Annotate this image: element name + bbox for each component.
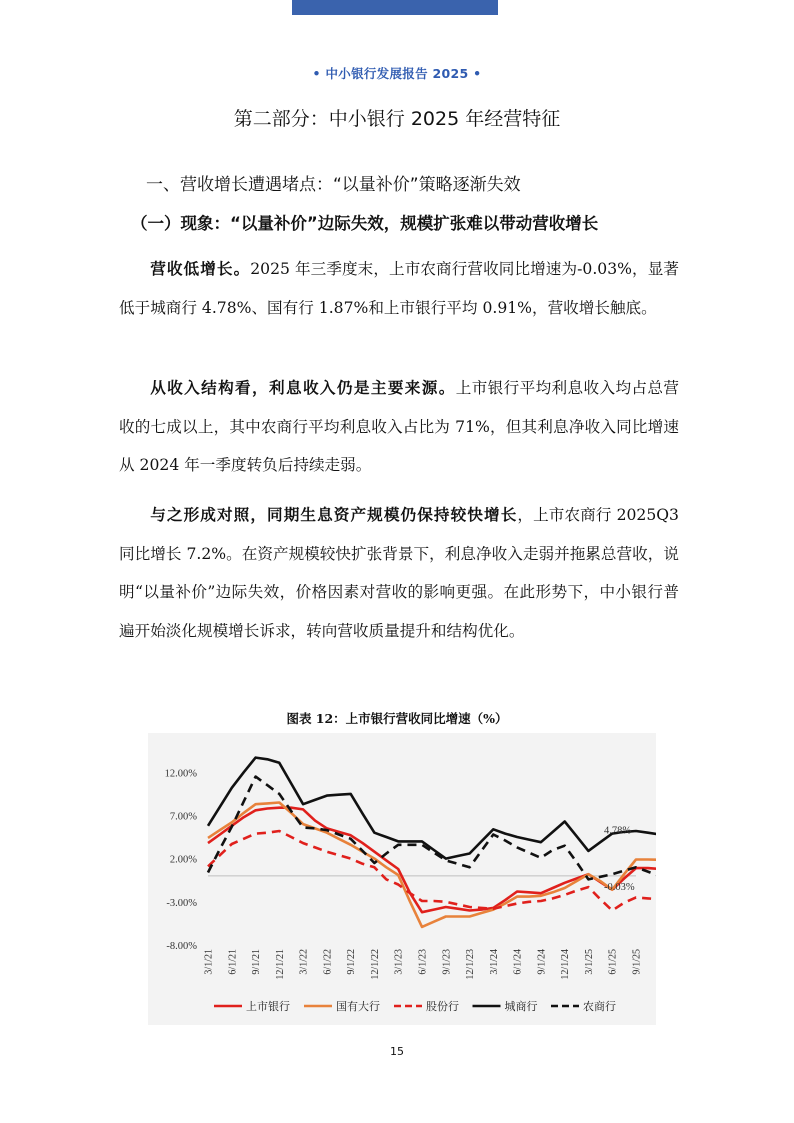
- x-tick-label: 6/1/23: [417, 949, 429, 975]
- x-tick-label: 12/1/21: [274, 949, 286, 980]
- x-tick-label: 9/1/24: [536, 949, 548, 975]
- chart-svg: [148, 733, 656, 1025]
- paragraph-2-lead: 从收入结构看，利息收入仍是主要来源。: [150, 378, 456, 397]
- series-line-国有大行: [208, 803, 656, 927]
- paragraph-1-text: 2025 年三季度末，上市农商行营收同比增速为-0.03%，显著低于城商行 4.78%、国有行 1.87%和上市银行平均 0.91%，营收增长触底。: [119, 260, 679, 317]
- x-tick-label: 6/1/21: [227, 949, 239, 975]
- legend-label: 上市银行: [246, 1000, 290, 1013]
- x-tick-label: 9/1/23: [441, 949, 453, 975]
- paragraph-2: [119, 369, 679, 485]
- paragraph-3-lead: 与之形成对照，同期生息资产规模仍保持较快增长: [150, 505, 518, 524]
- figure-caption: 图表 12：上市银行营收同比增速（%）: [286, 711, 508, 726]
- series-line-股份行: [208, 831, 656, 911]
- data-label: 4.78%: [604, 825, 632, 837]
- x-tick-label: 9/1/25: [631, 949, 643, 975]
- paragraph-3-text: ，上市农商行 2025Q3 同比增长 7.2%。在资产规模较快扩张背景下，利息净收入走弱并拖累总营收，说明“以量补价”边际失效，价格因素对营收的影响更强。在此形势下，中小银行普遍开始淡化规模增长诉求，转向营收质量提升和结构优化。: [119, 506, 679, 640]
- part-title: 第二部分：中小银行 2025 年经营特征: [233, 108, 561, 130]
- x-tick-label: 12/1/24: [560, 949, 572, 980]
- x-tick-label: 6/1/25: [607, 949, 619, 975]
- y-tick-label: 7.00%: [169, 811, 197, 823]
- legend-label: 股份行: [426, 1000, 459, 1013]
- x-tick-label: 9/1/22: [346, 949, 358, 975]
- x-tick-label: 9/1/21: [251, 949, 263, 975]
- page-number: 15: [390, 1045, 404, 1058]
- paragraph-1-lead: 营收低增长。: [150, 259, 251, 278]
- y-tick-label: 12.00%: [164, 768, 197, 780]
- legend-label: 国有大行: [336, 1000, 380, 1013]
- paragraph-3: [119, 496, 679, 650]
- x-tick-label: 6/1/24: [512, 949, 524, 975]
- x-tick-label: 12/1/23: [465, 949, 477, 980]
- series-line-农商行: [208, 777, 656, 880]
- top-color-bar: [292, 0, 498, 15]
- y-tick-label: -3.00%: [166, 897, 197, 909]
- running-header: • 中小银行发展报告 2025 •: [312, 66, 482, 81]
- paragraph-2-text: 上市银行平均利息收入均占总营收的七成以上，其中农商行平均利息收入占比为 71%，但其利息净收入同比增速从 2024 年一季度转负后持续走弱。: [119, 379, 679, 474]
- x-tick-label: 12/1/22: [369, 949, 381, 980]
- y-tick-label: 2.00%: [169, 854, 197, 866]
- x-tick-label: 6/1/22: [322, 949, 334, 975]
- subsection-title: （一）现象：“以量补价”边际失效，规模扩张难以带动营收增长: [131, 214, 599, 233]
- legend-label: 农商行: [583, 1000, 616, 1013]
- section-title: 一、营收增长遭遇堵点：“以量补价”策略逐渐失效: [146, 175, 521, 195]
- x-tick-label: 3/1/24: [488, 949, 500, 975]
- legend-label: 城商行: [504, 1000, 538, 1013]
- x-tick-label: 3/1/25: [583, 949, 595, 975]
- revenue-growth-chart: [148, 733, 656, 1025]
- paragraph-1: [119, 250, 679, 327]
- x-tick-label: 3/1/22: [298, 949, 310, 975]
- x-tick-label: 3/1/23: [393, 949, 405, 975]
- y-tick-label: -8.00%: [166, 941, 197, 952]
- series-line-上市银行: [208, 808, 656, 913]
- data-label: -0.03%: [604, 882, 635, 894]
- x-tick-label: 3/1/21: [203, 949, 215, 975]
